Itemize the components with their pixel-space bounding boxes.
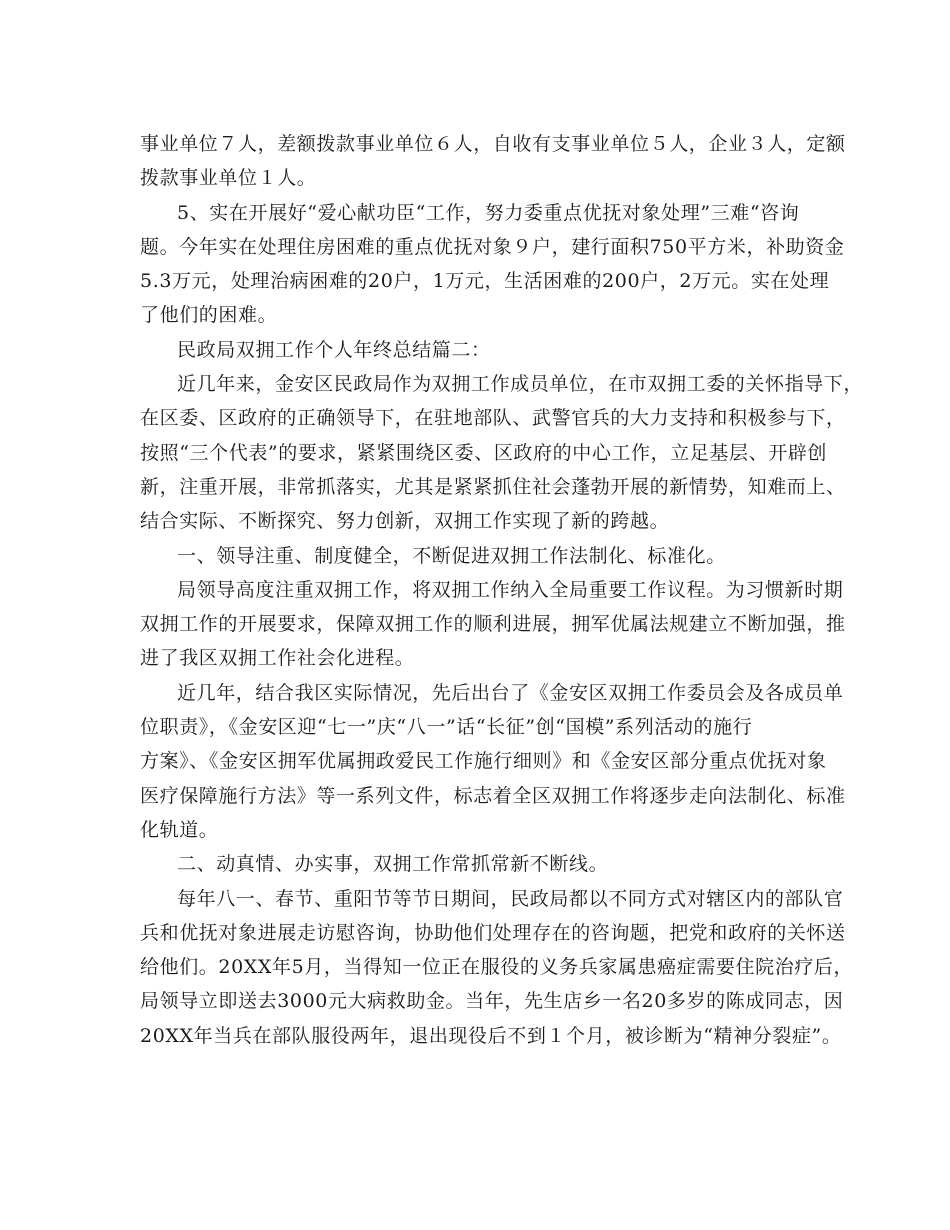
- section-heading: 二、动真情、办实事，双拥工作常抓常新不断线。: [177, 853, 609, 876]
- text-line: 给他们。20XX年5月，当得知一位正在服役的义务兵家属患癌症需要住院治疗后，: [140, 956, 854, 979]
- text-line: 了他们的困难。: [140, 304, 278, 327]
- text-line: 局领导立即送去3000元大病救助金。当年，先生店乡一名20多岁的陈成同志，因: [140, 990, 844, 1013]
- section-heading: 民政局双拥工作个人年终总结篇二：: [177, 338, 491, 361]
- text-line: 题。今年实在处理住房困难的重点优抚对象９户，建行面积750平方米，补助资金: [140, 235, 845, 258]
- text-line: 5.3万元，处理治病困难的20户，1万元，生活困难的200户，2万元。实在处理: [140, 270, 830, 293]
- text-line: 进了我区双拥工作社会化进程。: [140, 647, 415, 670]
- text-line: 20XX年当兵在部队服役两年，退出现役后不到１个月，被诊断为“精神分裂症”。: [140, 1024, 842, 1047]
- text-line: 化轨道。: [140, 818, 219, 841]
- text-line: 结合实际、不断探究、努力创新，双拥工作实现了新的跨越。: [140, 510, 670, 533]
- text-line: 医疗保障施行方法》等一系列文件，标志着全区双拥工作将逐步走向法制化、标准: [140, 784, 846, 807]
- text-line: 方案》、《金安区拥军优属拥政爱民工作施行细则》和《金安区部分重点优抚对象: [140, 750, 827, 773]
- text-line: 事业单位７人，差额拨款事业单位６人，自收有支事业单位５人，企业３人，定额: [140, 133, 846, 155]
- section-heading: 一、领导注重、制度健全，不断促进双拥工作法制化、标准化。: [177, 544, 726, 567]
- text-line: 在区委、区政府的正确领导下，在驻地部队、武警官兵的大力支持和积极参与下，: [140, 407, 846, 430]
- text-line: 新，注重开展，非常抓落实，尤其是紧紧抓住社会蓬勃开展的新情势，知难而上、: [140, 475, 846, 498]
- text-line: 5、实在开展好“爱心献功臣“工作，努力委重点优抚对象处理”三难“咨询: [177, 201, 800, 224]
- text-line: 双拥工作的开展要求，保障双拥工作的顺利进展，拥军优属法规建立不断加强，推: [140, 613, 846, 636]
- text-line: 按照“三个代表”的要求，紧紧围绕区委、区政府的中心工作，立足基层、开辟创: [140, 441, 828, 464]
- document-body: [140, 127, 864, 1053]
- text-line: 拨款事业单位１人。: [140, 167, 317, 190]
- text-line: 近几年，结合我区实际情况，先后出台了《金安区双拥工作委员会及各成员单: [177, 681, 844, 704]
- text-line: 近几年来，金安区民政局作为双拥工作成员单位，在市双拥工委的关怀指导下，: [177, 373, 864, 396]
- text-line: 局领导高度注重双拥工作，将双拥工作纳入全局重要工作议程。为习惯新时期: [177, 578, 844, 601]
- text-line: 每年八一、春节、重阳节等节日期间，民政局都以不同方式对辖区内的部队官: [177, 887, 844, 910]
- text-line: 兵和优抚对象进展走访慰咨询，协助他们处理存在的咨询题，把党和政府的关怀送: [140, 921, 846, 944]
- text-line: 位职责》，《金安区迎“七一”庆“八一”话“长征”创“国模”系列活动的施行: [140, 716, 753, 739]
